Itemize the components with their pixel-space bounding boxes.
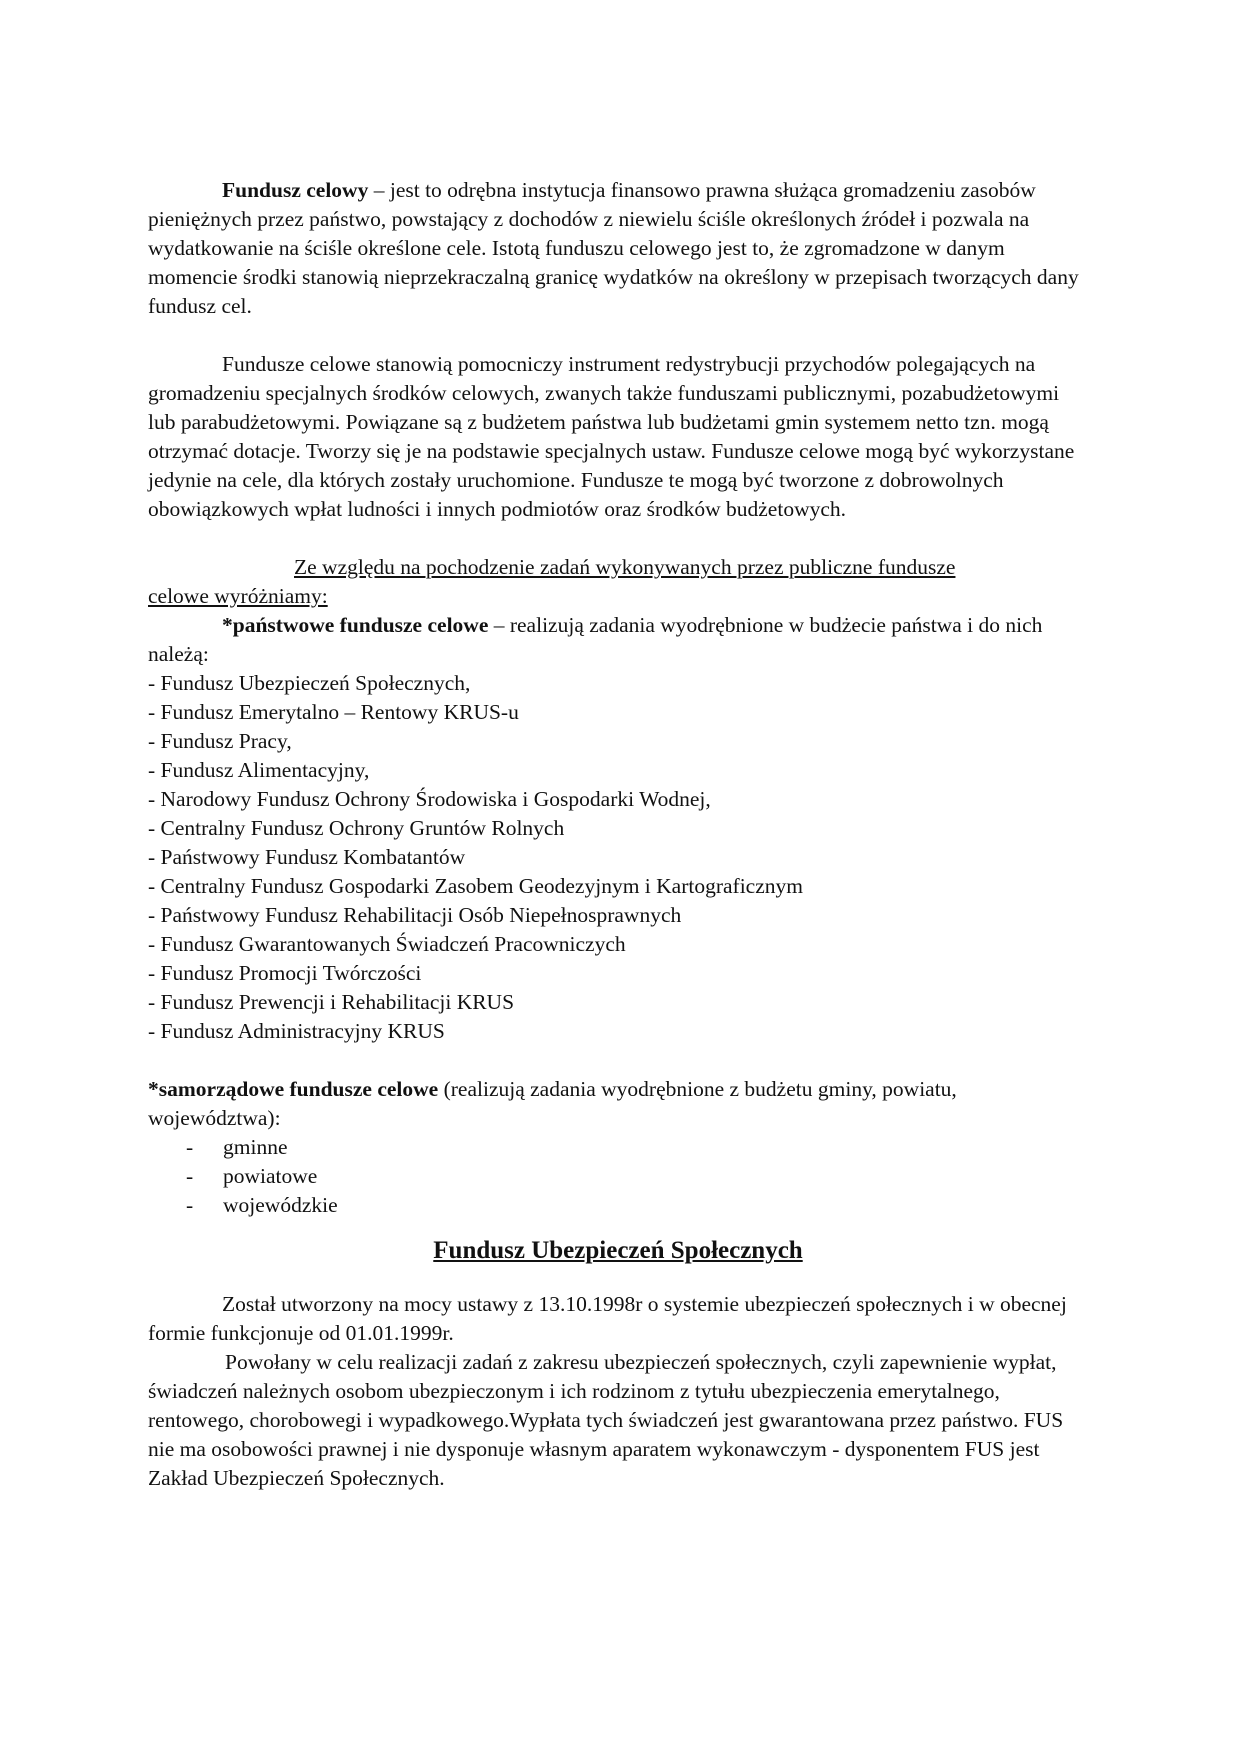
list-item bbox=[148, 1162, 1088, 1191]
list-item bbox=[148, 1191, 1088, 1220]
fus-paragraph-2: Powołany w celu realizacji zadań z zakresu ubezpieczeń społecznych, czyli zapewnienie wypłat, świadczeń należnych osobom ubezpieczonym i ich rodzinom z tytułu ubezpieczenia emerytalnego, rentowego, chorobowegi i wypadkowego.Wypłata tych świadczeń jest gwarantowana przez państwo. FUS nie ma osobowości prawnej i nie dysponuje własnym aparatem wykonawczym - dysponentem FUS jest Zakład Ubezpieczeń Społecznych. bbox=[148, 1350, 1064, 1490]
local-funds-list bbox=[148, 1133, 1088, 1220]
spacer bbox=[148, 524, 1088, 553]
list-item: - Fundusz Alimentacyjny, bbox=[148, 758, 370, 782]
list-item: - Fundusz Administracyjny KRUS bbox=[148, 1019, 445, 1043]
local-funds-paragraph bbox=[148, 1075, 1088, 1133]
list-item: - Państwowy Fundusz Rehabilitacji Osób Niepełnosprawnych bbox=[148, 903, 682, 927]
state-funds-list bbox=[148, 669, 1088, 1046]
local-funds-text: (realizują zadania wyodrębnione z budżetu gminy, powiatu, województwa): bbox=[148, 1077, 957, 1130]
list-item: - Fundusz Ubezpieczeń Społecznych, bbox=[148, 671, 471, 695]
term-state-funds: *państwowe fundusze celowe bbox=[222, 613, 489, 637]
list-item-text: wojewódzkie bbox=[223, 1193, 338, 1217]
dash-bullet: - bbox=[186, 1164, 194, 1188]
list-item: - Narodowy Fundusz Ochrony Środowiska i Gospodarki Wodnej, bbox=[148, 787, 711, 811]
list-item-text: gminne bbox=[223, 1135, 288, 1159]
spacer bbox=[148, 321, 1088, 350]
paragraph-instrument: Fundusze celowe stanowią pomocniczy instrument redystrybucji przychodów polegających na gromadzeniu specjalnych środków celowych, zwanych także funduszami publicznymi, pozabudżetowymi lub parabudżetowymi. Powiązane są z budżetem państwa lub budżetami gmin systemem netto tzn. mogą otrzymać dotacje. Tworzy się je na podstawie specjalnych ustaw. Fundusze celowe mogą być wykorzystane jedynie na cele, dla których zostały uruchomione. Fundusze te mogą być tworzone z dobrowolnych obowiązkowych wpłat ludności i innych podmiotów oraz środków budżetowych. bbox=[148, 352, 1075, 521]
list-item: - Fundusz Pracy, bbox=[148, 729, 292, 753]
section-heading: Fundusz Ubezpieczeń Społecznych bbox=[433, 1237, 803, 1264]
list-item-text: powiatowe bbox=[223, 1164, 318, 1188]
fus-paragraph-1: Został utworzony na mocy ustawy z 13.10.1998r o systemie ubezpieczeń społecznych i w obecnej formie funkcjonuje od 01.01.1999r. bbox=[148, 1292, 1067, 1345]
dash-bullet: - bbox=[186, 1135, 194, 1159]
list-item bbox=[148, 1133, 1088, 1162]
paragraph-definition bbox=[148, 176, 1088, 321]
document-page bbox=[148, 176, 1088, 1493]
definition-text: – jest to odrębna instytucja finansowo prawna służąca gromadzeniu zasobów pieniężnych przez państwo, powstający z dochodów z niewielu ściśle określonych źródeł i pozwala na wydatkowanie na ściśle określone cele. Istotą funduszu celowego jest to, że zgromadzone w danym momencie środki stanowią nieprzekraczalną granicę wydatków na określony w przepisach tworzących dany fundusz cel. bbox=[148, 178, 1079, 318]
division-intro bbox=[148, 553, 1088, 611]
list-item: - Fundusz Promocji Twórczości bbox=[148, 961, 422, 985]
list-item: - Fundusz Emerytalno – Rentowy KRUS-u bbox=[148, 700, 519, 724]
dash-bullet: - bbox=[186, 1193, 194, 1217]
state-funds-paragraph bbox=[148, 611, 1088, 669]
list-item: - Państwowy Fundusz Kombatantów bbox=[148, 845, 466, 869]
division-intro-line1: Ze względu na pochodzenie zadań wykonywanych przez publiczne fundusze bbox=[294, 555, 956, 579]
term-local-funds: *samorządowe fundusze celowe bbox=[148, 1077, 439, 1101]
term-fundusz-celowy: Fundusz celowy bbox=[222, 178, 369, 202]
division-intro-line2: celowe wyróżniamy: bbox=[148, 584, 328, 608]
list-item: - Centralny Fundusz Ochrony Gruntów Rolnych bbox=[148, 816, 565, 840]
list-item: - Centralny Fundusz Gospodarki Zasobem Geodezyjnym i Kartograficznym bbox=[148, 874, 803, 898]
spacer bbox=[148, 1046, 1088, 1075]
state-funds-text: – realizują zadania wyodrębnione w budżecie państwa i do nich należą: bbox=[148, 613, 1043, 666]
list-item: - Fundusz Gwarantowanych Świadczeń Pracowniczych bbox=[148, 932, 626, 956]
list-item: - Fundusz Prewencji i Rehabilitacji KRUS bbox=[148, 990, 515, 1014]
